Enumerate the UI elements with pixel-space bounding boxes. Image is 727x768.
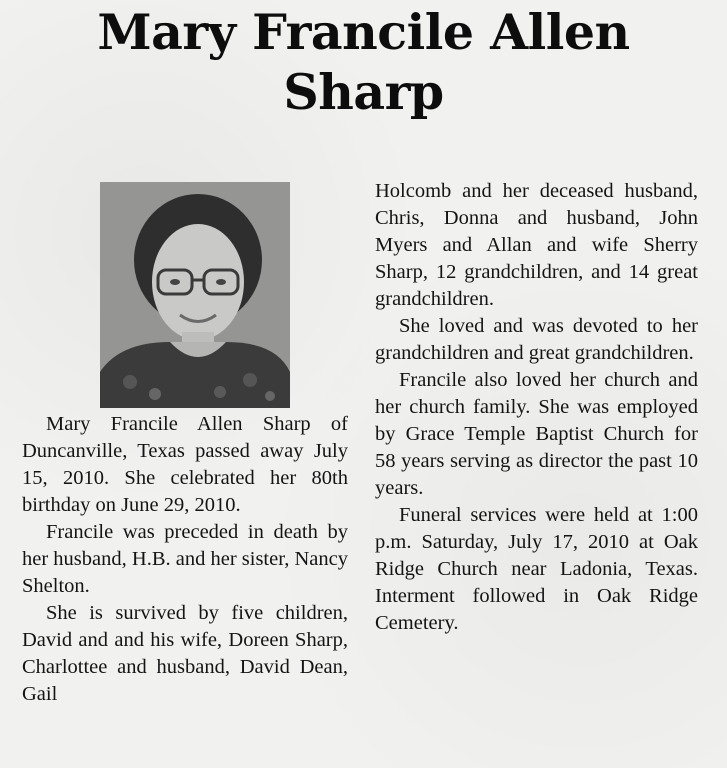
paragraph-grandchildren: She loved and was devoted to her grandchildren and great grandchildren.	[375, 315, 698, 364]
portrait-icon	[100, 182, 290, 408]
paragraph-survived-by: She is survived by five children, David and and his wife, Doreen Sharp, Charlottee and husband, David Dean, Gail	[22, 602, 348, 705]
obituary-column-left	[22, 411, 348, 708]
headline-line-1: Mary Francile Allen	[97, 3, 630, 61]
obituary-column-right	[375, 178, 698, 637]
obituary-headline	[0, 2, 727, 122]
paragraph-preceded-in-death: Francile was preceded in death by her husband, H.B. and her sister, Nancy Shelton.	[22, 521, 348, 597]
headline-line-2: Sharp	[283, 63, 444, 121]
paragraph-funeral-services: Funeral services were held at 1:00 p.m. Saturday, July 17, 2010 at Oak Ridge Church near Ladonia, Texas. Interment followed in Oak Ridge Cemetery.	[375, 504, 698, 634]
paragraph-death-notice: Mary Francile Allen Sharp of Duncanville, Texas passed away July 15, 2010. She celebrated her 80th birthday on June 29, 2010.	[22, 413, 348, 516]
paragraph-survived-by-continued: Holcomb and her deceased husband, Chris, Donna and husband, John Myers and Allan and wife Sherry Sharp, 12 grandchildren, and 14 great grandchildren.	[375, 180, 698, 310]
portrait-photo	[100, 182, 290, 408]
paragraph-church: Francile also loved her church and her church family. She was employed by Grace Temple Baptist Church for 58 years serving as director the past 10 years.	[375, 369, 698, 499]
